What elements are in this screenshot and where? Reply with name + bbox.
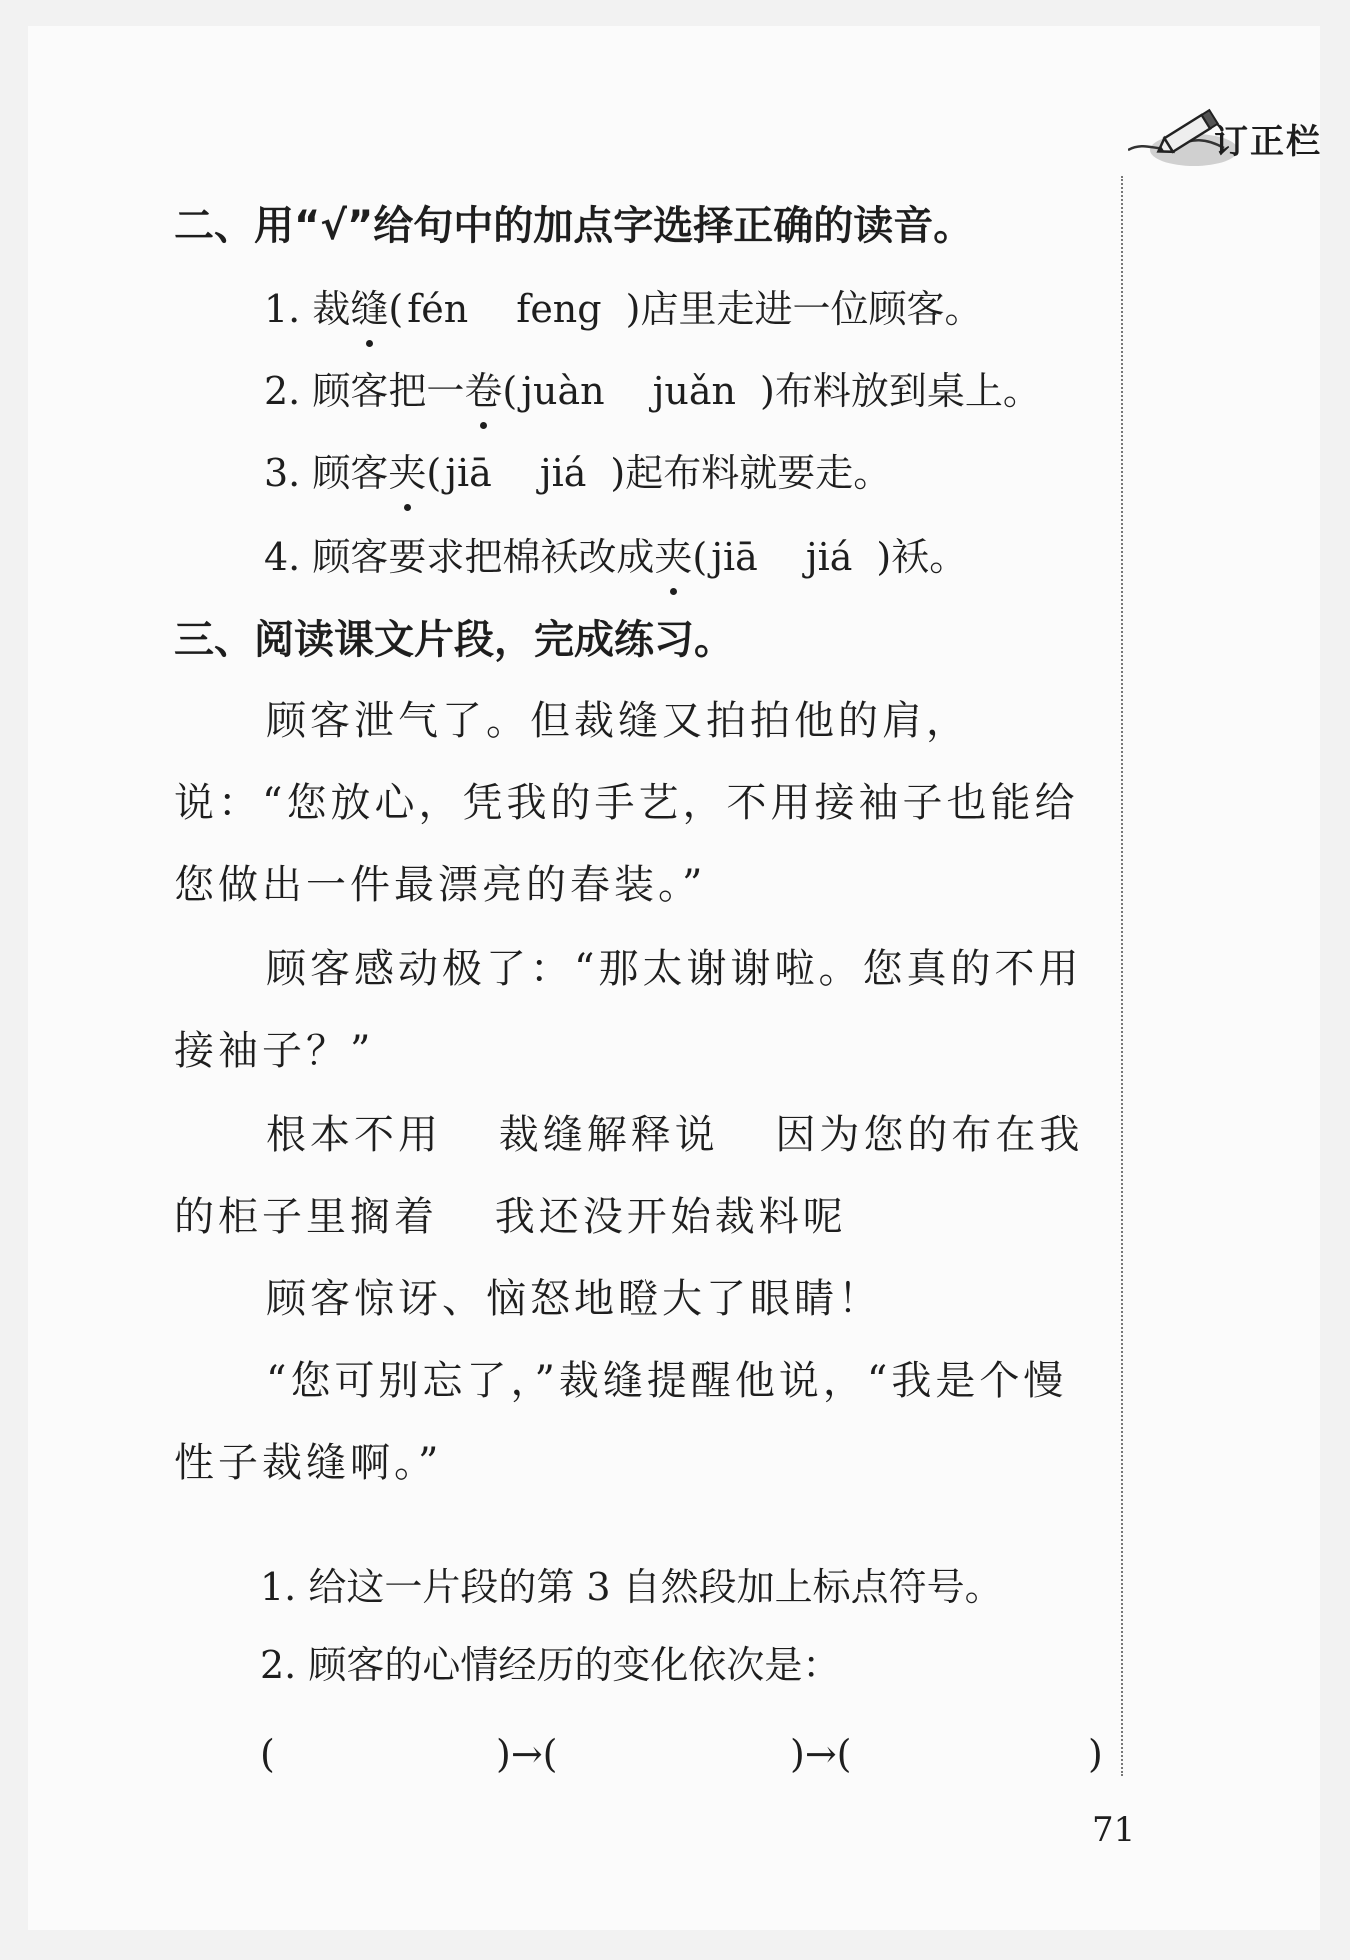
question-4: 4. 顾客要求把棉袄改成夹( jiā jiá )袄。 (264, 526, 967, 581)
pinyin-option[interactable]: jiā (711, 535, 758, 579)
pinyin-option[interactable]: fén (407, 287, 469, 331)
pinyin-option[interactable]: juàn (521, 369, 605, 413)
pinyin-option[interactable]: jiá (539, 451, 587, 495)
question-3: 3. 顾客夹( jiā jiá )起布料就要走。 (264, 442, 891, 497)
passage-paragraph-2: 顾客感动极了：“那太谢谢啦。您真的不用接袖子？” (174, 946, 1083, 1074)
question-text-after: 布料放到桌上。 (774, 369, 1041, 413)
question-text-after: 店里走进一位顾客。 (640, 287, 983, 331)
question-number: 4. (264, 535, 301, 579)
question-number: 2. (264, 369, 301, 413)
passage-paragraph-4: 顾客惊讶、恼怒地瞪大了眼睛！ (266, 1276, 882, 1322)
correction-column-header (1128, 104, 1350, 174)
section-3-title: 三、阅读课文片段，完成练习。 (174, 617, 734, 663)
passage-paragraph-5: “您可别忘了，”裁缝提醒他说，“我是个慢性子裁缝啊。” (174, 1358, 1068, 1486)
mood-change-chain (260, 1732, 1103, 1782)
question-1: 1. 裁缝( fén feng )店里走进一位顾客。 (264, 278, 982, 333)
question-text-after: 袄。 (891, 535, 968, 579)
question-text-after: 起布料就要走。 (625, 451, 892, 495)
section-2-title: 二、用“√”给句中的加点字选择正确的读音。 (174, 203, 974, 249)
pinyin-option[interactable]: juǎn (652, 369, 736, 413)
question-text-before: 顾客把一 (312, 369, 465, 413)
correction-margin-divider (1121, 176, 1123, 1776)
page-number: 71 (1092, 1810, 1136, 1850)
chain-close-paren: ) (1088, 1732, 1103, 1776)
question-2: 2. 顾客把一卷( juàn juǎn )布料放到桌上。 (264, 360, 1041, 415)
question-number: 1. (264, 287, 301, 331)
workbook-page (28, 26, 1320, 1930)
exercise-2: 2. 顾客的心情经历的变化依次是： (260, 1643, 841, 1687)
pinyin-option[interactable]: jiá (805, 535, 853, 579)
chain-connector-2: )→( (790, 1732, 852, 1776)
passage-paragraph-3-unpunctuated: 根本不用 裁缝解释说 因为您的布在我的柜子里搁着 我还没开始裁料呢 (174, 1112, 1084, 1240)
passage-paragraph-1: 顾客泄气了。但裁缝又拍拍他的肩，说：“您放心，凭我的手艺，不用接袖子也能给您做出一件最漂亮的春装。” (174, 698, 1079, 908)
chain-connector-1: )→( (496, 1732, 558, 1776)
dotted-character: 夹 (388, 442, 426, 497)
dotted-character: 夹 (654, 526, 692, 581)
dotted-character: 缝 (350, 278, 388, 333)
dotted-character: 卷 (464, 360, 502, 415)
question-text-before: 裁 (312, 287, 351, 331)
exercise-1: 1. 给这一片段的第 3 自然段加上标点符号。 (260, 1565, 1003, 1609)
pinyin-option[interactable]: feng (516, 287, 602, 331)
pinyin-option[interactable]: jiā (445, 451, 492, 495)
question-number: 3. (264, 451, 301, 495)
correction-column-label: 订正栏 (1214, 122, 1322, 162)
question-text-before: 顾客要求把棉袄改成 (312, 535, 655, 579)
question-text-before: 顾客 (312, 451, 389, 495)
chain-open-paren: ( (260, 1732, 275, 1776)
